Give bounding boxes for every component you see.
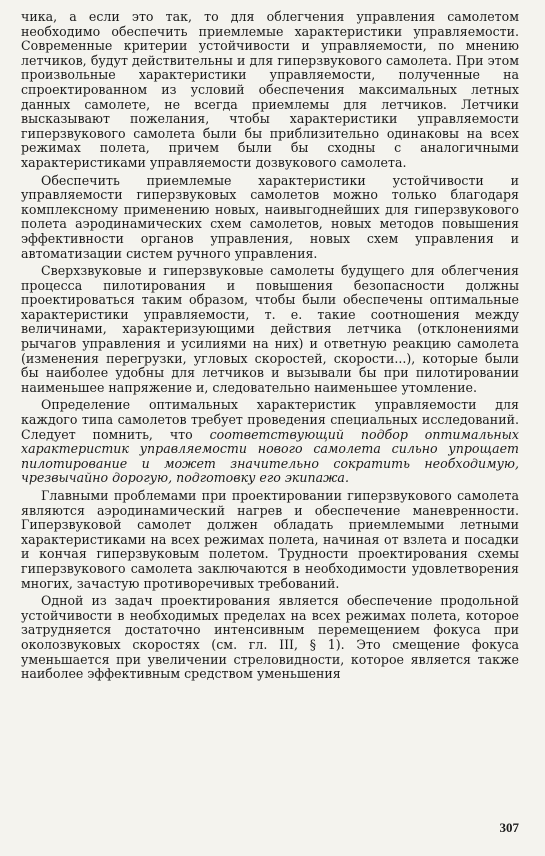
paragraph — [21, 489, 519, 591]
italic-emphasis-text: соответствующий подбор оптимальных характеристик управляемости нового самолета сильно упрощает пилотирование и может значительно сократить необходимую, чрезвычайно дорогую, подготовку его экипажа. — [21, 426, 519, 486]
body-text — [21, 10, 519, 682]
paragraph — [21, 174, 519, 262]
paragraph-text: чика, а если это так, то для облегчения управления самолетом необходимо обеспечить приемлемые характеристики управляемости. Современные критерии устойчивости и управляемости, по мнению летчиков, будут действительны и для гиперзвукового самолета. При этом произвольные характеристики управляемости, полученные на спроектированном из условий обеспечения максимальных летных данных самолете, не всегда приемлемы для летчиков. Летчики высказывают пожелания, чтобы характеристики управляемости гиперзвукового самолета были бы приблизительно одинаковы на всех режимах полета, причем были бы сходны с аналогичными характеристиками управляемости дозвукового самолета. — [21, 9, 519, 170]
paragraph-text: Определение оптимальных характеристик управляемости для каждого типа самолетов требует проведения специальных исследований. Следует помнить, что — [21, 397, 519, 442]
paragraph-text: Одной из задач проектирования является обеспечение продольной устойчивости в необходимых пределах на всех режимах полета, которое затрудняется достаточно интенсивным перемещением фокуса при околозвуковых скоростях (см. гл. III, § 1). Это смещение фокуса уменьшается при увеличении стреловидности, которое является также наиболее эффективным средством уменьшения — [21, 593, 519, 682]
paragraph — [21, 264, 519, 395]
page-number: 307 — [499, 820, 519, 835]
paragraph-text: Обеспечить приемлемые характеристики устойчивости и управляемости гиперзвуковых самолетов можно только благодаря комплексному применению новых, наивыгоднейших для гиперзвукового полета аэродинамических схем самолетов, новых методов повышения эффективности органов управления, новых схем управления и автоматизации систем ручного управления. — [21, 172, 519, 261]
paragraph-text: Сверхзвуковые и гиперзвуковые самолеты будущего для облегчения процесса пилотирования и повышения безопасности должны проектироваться таким образом, чтобы были обеспечены оптимальные характеристики управляемости, т. е. такие соотношения между величинами, характеризующими действия летчика (отклонениями рычагов управления и усилиями на них) и ответную реакцию самолета (изменения перегрузки, угловых скоростей, скорости...), которые были бы наиболее удобны для летчиков и вызывали бы при пилотировании наименьшее напряжение и, следовательно наименьшее утомление. — [21, 263, 519, 395]
paragraph-text: Главными проблемами при проектировании гиперзвукового самолета являются аэродинамический нагрев и обеспечение маневренности. Гиперзвуковой самолет должен обладать приемлемыми летными характеристиками на всех режимах полета, начиная от взлета и посадки и кончая гиперзвуковым полетом. Трудности проектирования схемы гиперзвукового самолета заключаются в необходимости удовлетворения многих, зачастую противоречивых требований. — [21, 488, 519, 591]
paragraph — [21, 398, 519, 486]
paragraph — [21, 10, 519, 171]
paragraph — [21, 594, 519, 682]
